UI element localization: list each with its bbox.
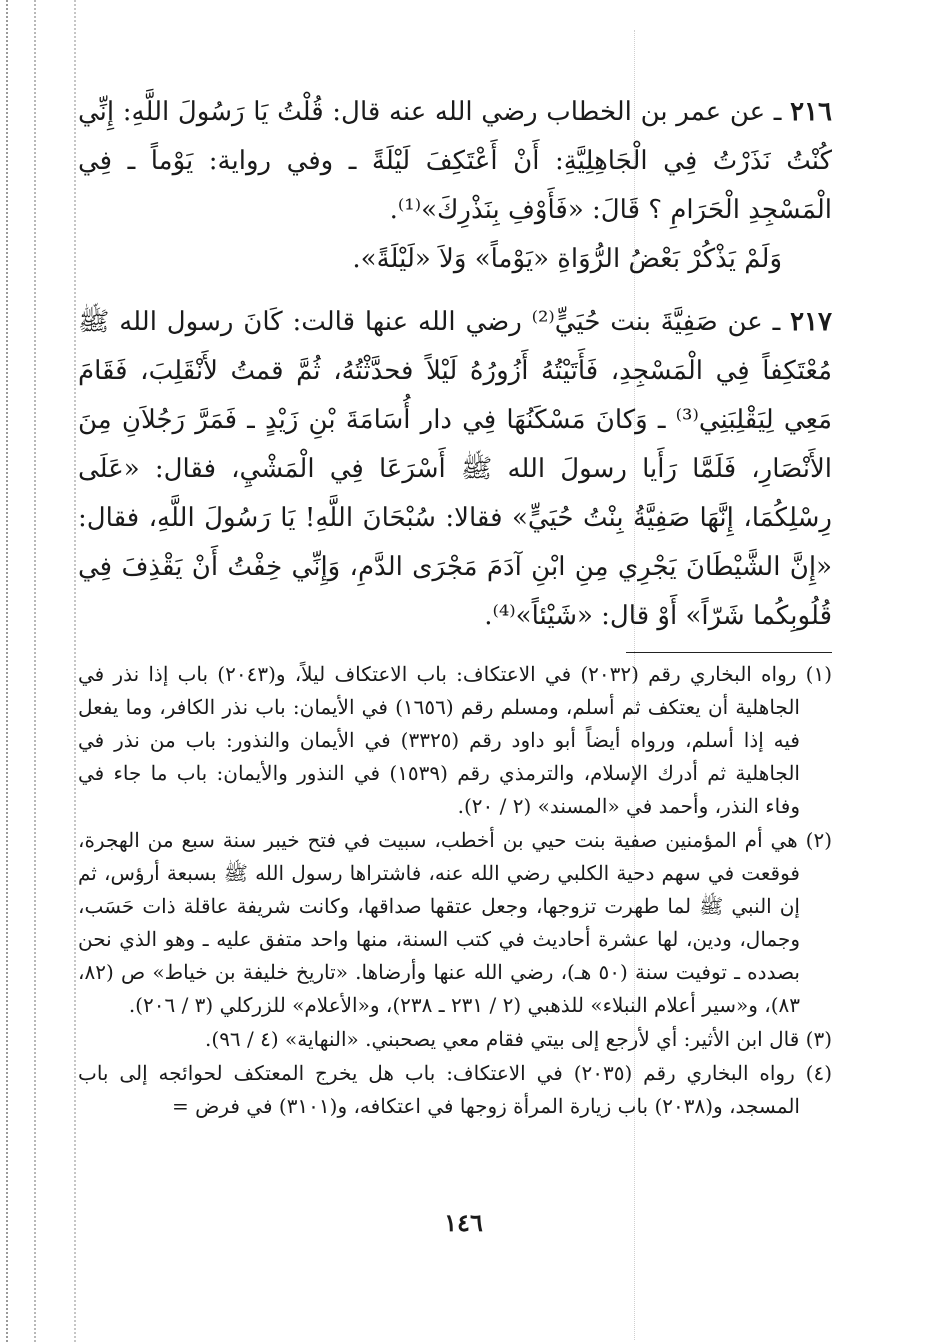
hadith-text: ـ عن صَفِيَّةَ بنت حُيَيٍّ⁽²⁾ رضي الله عنها قالت: كَانَ رسول الله ﷺ مُعْتَكِفاً فِي الْمَسْجِدِ، فَأَتَيْتُهُ أَزُورُهُ لَيْلاً فحدَّثْتُهُ، ثُمَّ قمتُ لأَنْقَلِبَ، فَقَامَ مَعِي لِيَقْلِبَنِي⁽³⁾ ـ وَكانَ مَسْكَنُهَا فِي دار أُسَامَةَ بْنِ زَيْدٍ ـ فَمَرَّ رَجُلاَنِ مِنَ الأَنْصَارِ، فَلَمَّا رَأَيا رسولَ الله ﷺ أَسْرَعَا فِي الْمَشْيِ، فقال: «عَلَى رِسْلِكُمَا، إِنَّهَا صَفِيَّةُ بِنْتُ حُيَيٍّ» فقالا: سُبْحَانَ اللَّهِ! يَا رَسُولَ اللَّهِ، فقال: «إِنَّ الشَّيْطَانَ يَجْرِي مِنِ ابْنِ آدَمَ مَجْرَى الدَّمِ، وَإِنِّي خِفْتُ أَنْ يَقْذِفَ فِي قُلُوبِكُما شَرّاً» أَوْ قال: «شَيْئاً»⁽⁴⁾. <box>78 307 832 631</box>
hadith-note: وَلَمْ يَذْكُرْ بَعْضُ الرُّوَاةِ «يَوْماً» وَلاَ «لَيْلَةً». <box>352 244 782 274</box>
hadith-paragraph <box>78 298 832 641</box>
hadith-text: ـ عن عمر بن الخطاب رضي الله عنه قال: قُلْتُ يَا رَسُولَ اللَّهِ: إِنِّي كُنْتُ نَذَرْتُ فِي الْجَاهِلِيَّةِ: أَنْ أَعْتَكِفَ لَيْلَةً ـ وفي رواية: يَوْماً ـ فِي الْمَسْجِدِ الْحَرَامِ ؟ قَالَ: «فَأَوْفِ بِنَذْرِكَ»⁽¹⁾. <box>78 97 832 225</box>
footnote-marker: (٢) <box>805 828 832 852</box>
footnote-marker: (٣) <box>805 1027 832 1051</box>
scan-artifact-line <box>74 0 76 1342</box>
hadith-number: ٢١٦ <box>790 97 832 127</box>
footnote-text: هي أم المؤمنين صفية بنت حيي بن أخطب، سبيت في فتح خيبر سنة سبع من الهجرة، فوقعت في سهم دحية الكلبي رضي الله عنه، فاشتراها رسول الله ﷺ بسبعة أرؤس، ثم إن النبي ﷺ لما طهرت تزوجها، وجعل عتقها صداقها، وكانت شريفة عاقلة ذات حَسَب، وجمال، ودين، لها عشرة أحاديث في كتب السنة، منها واحد متفق عليه ـ وهو الذي نحن بصدده ـ توفيت سنة (٥٠ هـ)، رضي الله عنها وأرضاها. «تاريخ خليفة بن خياط» ص (٨٢، ٨٣)، و«سير أعلام النبلاء» للذهبي (٢ / ٢٣١ ـ ٢٣٨)، و«الأعلام» للزركلي (٣ / ٢٠٦). <box>78 828 800 1017</box>
footnote-separator <box>626 652 832 653</box>
page-number: ١٤٦ <box>444 1208 483 1237</box>
hadith-paragraph <box>78 88 832 235</box>
hadith-216 <box>78 88 832 284</box>
scan-artifact-line <box>34 0 36 1342</box>
footnote-4 <box>78 1057 832 1123</box>
footnote-text: رواه البخاري رقم (٢٠٣٢) في الاعتكاف: باب الاعتكاف ليلاً، و(٢٠٤٣) باب إذا نذر في الجاهلية أن يعتكف ثم أسلم، ومسلم رقم (١٦٥٦) في الأيمان: باب نذر الكافر، وما يفعل فيه إذا أسلم، ورواه أيضاً أبو داود رقم (٣٣٢٥) في الأيمان والنذور: باب من نذر في الجاهلية ثم أدرك الإسلام، والترمذي رقم (١٥٣٩) في النذور والأيمان: باب ما جاء في وفاء النذر، وأحمد في «المسند» (٢ / ٢٠). <box>78 662 800 818</box>
footnote-3 <box>78 1023 832 1056</box>
footnote-text: قال ابن الأثير: أي لأرجع إلى بيتي فقام معي يصحبني. «النهاية» (٤ / ٩٦). <box>205 1027 800 1051</box>
footnote-marker: (١) <box>805 662 833 686</box>
footnote-text: رواه البخاري رقم (٢٠٣٥) في الاعتكاف: باب هل يخرج المعتكف لحوائجه إلى باب المسجد، و(٢٠٣٨) باب زيارة المرأة زوجها في اعتكافه، و(٣١٠١) في فرض = <box>78 1061 800 1118</box>
footnotes <box>78 658 832 1124</box>
scan-artifact-line <box>6 0 8 1342</box>
footnote-2 <box>78 824 832 1022</box>
footnote-marker: (٤) <box>805 1061 832 1085</box>
footnote-1 <box>78 658 832 823</box>
hadith-number: ٢١٧ <box>790 307 832 337</box>
hadith-217 <box>78 298 832 641</box>
